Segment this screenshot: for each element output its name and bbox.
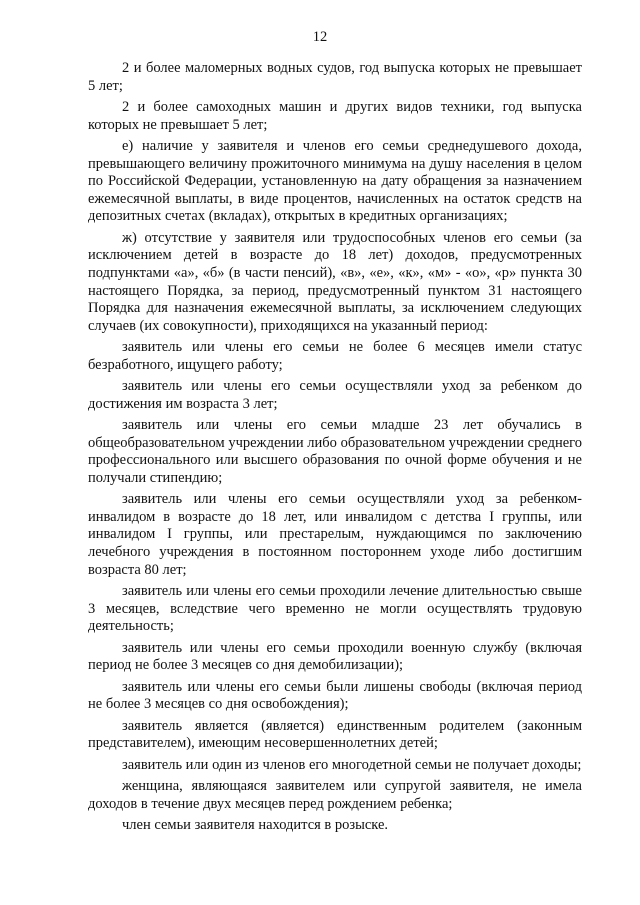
paragraph-item-e: е) наличие у заявителя и членов его семьи среднедушевого дохода, превышающего величину прожиточного минимума на душу населения в целом по Российской Федерации, установленную на дату обращения за назначением ежемесячной выплаты, в виде процентов, начисленных на остаток средств на депозитных счетах (вкладах), открытых в кредитных организациях; xyxy=(88,137,582,225)
paragraph-imprisonment: заявитель или члены его семьи были лишены свободы (включая период не более 3 месяцев со дня освобождения); xyxy=(88,678,582,713)
paragraph-disabled-care: заявитель или члены его семьи осуществляли уход за ребенком-инвалидом в возрасте до 18 лет, или инвалидом с детства I группы, или инвалидом I группы, или престарелым, нуждающимся по заключению лечебного учреждения в постоянном постороннем уходе либо достигшим возраста 80 лет; xyxy=(88,491,582,578)
paragraph-machinery: 2 и более самоходных машин и других видов техники, год выпуска которых не превышает 5 лет; xyxy=(88,98,582,133)
paragraph-item-zh: ж) отсутствие у заявителя или трудоспособных членов его семьи (за исключением детей в возрасте до 18 лет) доходов, предусмотренных подпунктами «а», «б» (в части пенсий), «в», «е», «к», «м» - «о», «р» пункта 30 настоящего Порядка, за период, предусмотренный пунктом 31 настоящего Порядка для назначения ежемесячной выплаты, за исключением следующих случаев (их совокупности), приходящихся на указанный период: xyxy=(88,229,582,334)
paragraph-students: заявитель или члены его семьи младше 23 лет обучались в общеобразовательном учреждении либо образовательном учреждении среднего профессионального или высшего образования по очной форме обучения и не получали стипендию; xyxy=(88,417,582,486)
paragraph-childcare: заявитель или члены его семьи осуществляли уход за ребенком до достижения им возраста 3 лет; xyxy=(88,378,582,412)
page-number: 12 xyxy=(312,29,328,45)
paragraph-large-family: заявитель или один из членов его многодетной семьи не получает доходы; xyxy=(122,756,582,773)
paragraph-medical-treatment: заявитель или члены его семьи проходили лечение длительностью свыше 3 месяцев, вследствие чего временно не могли осуществлять трудовую деятельность; xyxy=(88,583,582,635)
paragraph-watercraft: 2 и более маломерных водных судов, год выпуска которых не превышает 5 лет; xyxy=(88,60,582,94)
paragraph-single-parent: заявитель является (является) единственным родителем (законным представителем), имеющим несовершеннолетних детей; xyxy=(88,717,582,752)
paragraph-military-service: заявитель или члены его семьи проходили военную службу (включая период не более 3 месяцев со дня демобилизации); xyxy=(88,639,582,674)
paragraph-pregnancy: женщина, являющаяся заявителем или супругой заявителя, не имела доходов в течение двух месяцев перед рождением ребенка; xyxy=(88,777,582,812)
paragraph-wanted: член семьи заявителя находится в розыске. xyxy=(122,816,389,833)
body-text xyxy=(88,60,582,838)
paragraph-unemployed: заявитель или члены его семьи не более 6 месяцев имели статус безработного, ищущего работу; xyxy=(88,339,582,373)
